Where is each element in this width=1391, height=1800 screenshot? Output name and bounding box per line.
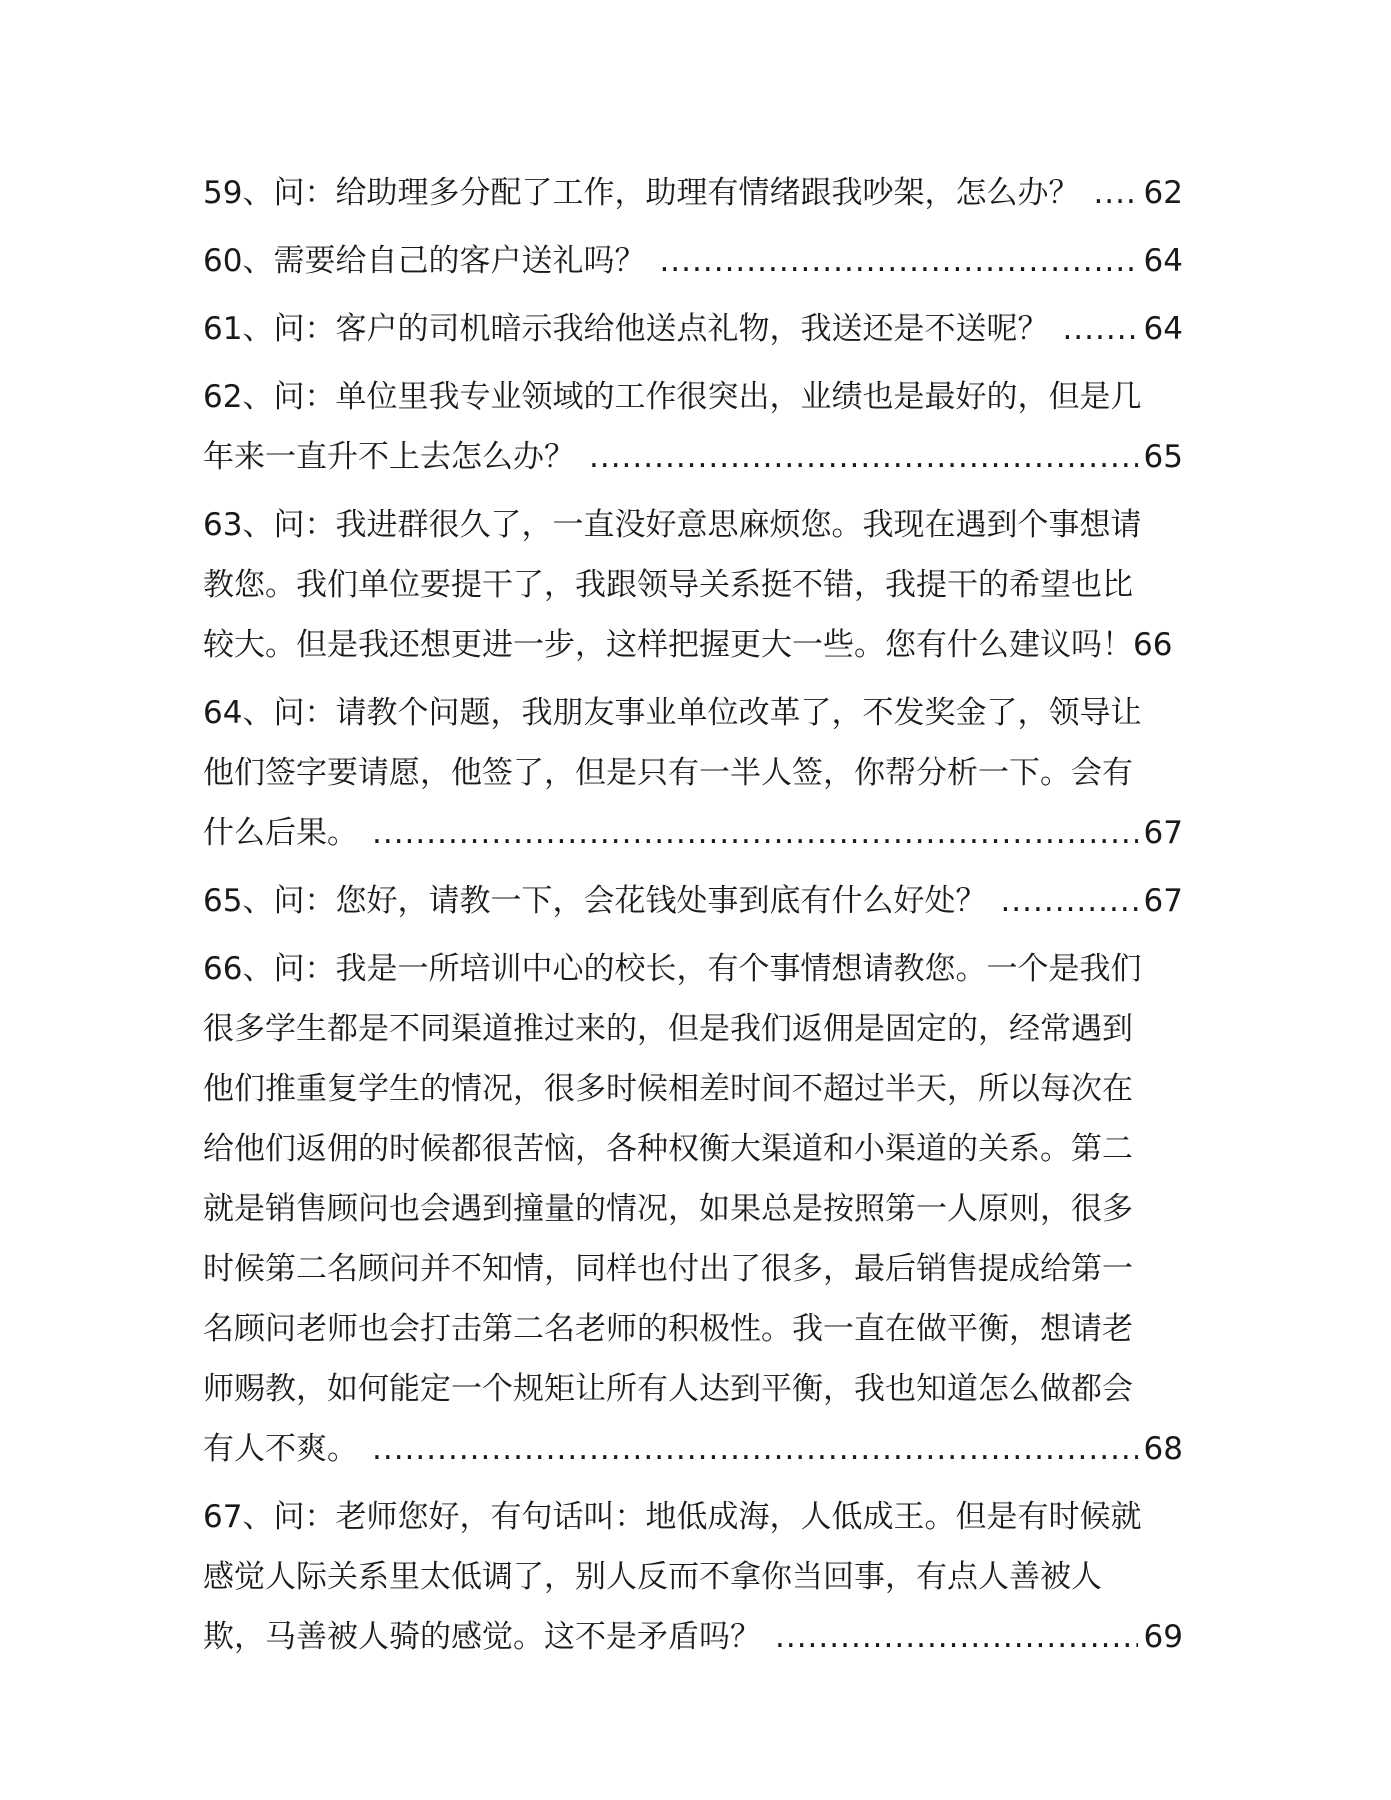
toc-entry-last-line (203, 231, 1183, 291)
toc-leader-dots (372, 1419, 1138, 1479)
toc-entry-line: 他们签字要请愿，他签了，但是只有一半人签，你帮分析一下。会有 (203, 755, 1133, 791)
toc-entry-59[interactable] (203, 163, 1183, 223)
toc-entry-61[interactable] (203, 299, 1183, 359)
toc-entry-last-line (203, 1419, 1183, 1479)
toc-entry-title: 有人不爽。 (203, 1431, 358, 1467)
toc-entry-line: 63、问：我进群很久了，一直没好意思麻烦您。我现在遇到个事想请 (203, 507, 1142, 543)
toc-leader-dots (372, 803, 1138, 863)
toc-entry-line: 很多学生都是不同渠道推过来的，但是我们返佣是固定的，经常遇到 (203, 1011, 1133, 1047)
toc-page-number: 64 (1143, 311, 1183, 347)
toc-entry-63[interactable] (203, 495, 1183, 675)
toc-entry-line: 时候第二名顾问并不知情，同样也付出了很多，最后销售提成给第一 (203, 1251, 1133, 1287)
toc-leader-dots (659, 231, 1137, 291)
toc-entry-last-line (203, 299, 1183, 359)
toc-page-number: 69 (1143, 1619, 1183, 1655)
toc-entry-last-line (203, 1607, 1183, 1667)
toc-leader-dots (1093, 163, 1137, 223)
toc-page-number: 67 (1143, 883, 1183, 919)
toc-entry-line: 感觉人际关系里太低调了，别人反而不拿你当回事，有点人善被人 (203, 1559, 1102, 1595)
toc-entry-last-line (203, 615, 1183, 675)
toc-entry-title: 61、问：客户的司机暗示我给他送点礼物，我送还是不送呢？ (203, 311, 1049, 347)
toc-entry-title: 年来一直升不上去怎么办？ (203, 439, 575, 475)
toc-entry-line: 64、问：请教个问题，我朋友事业单位改革了，不发奖金了，领导让 (203, 695, 1142, 731)
toc-entry-line: 师赐教，如何能定一个规矩让所有人达到平衡，我也知道怎么做都会 (203, 1371, 1133, 1407)
toc-leader-dots (589, 427, 1138, 487)
table-of-contents (203, 163, 1183, 1675)
toc-page-number: 66 (1133, 627, 1173, 663)
toc-entry-title: 什么后果。 (203, 815, 358, 851)
toc-entry-64[interactable] (203, 683, 1183, 863)
toc-page-number: 62 (1143, 175, 1183, 211)
toc-entry-line: 就是销售顾问也会遇到撞量的情况，如果总是按照第一人原则，很多 (203, 1191, 1133, 1227)
toc-leader-dots (1062, 299, 1137, 359)
toc-page-number: 68 (1143, 1431, 1183, 1467)
toc-page-number: 64 (1143, 243, 1183, 279)
toc-entry-66[interactable] (203, 939, 1183, 1479)
toc-leader-dots (775, 1607, 1138, 1667)
toc-entry-last-line (203, 163, 1183, 223)
toc-page-number: 65 (1143, 439, 1183, 475)
toc-entry-60[interactable] (203, 231, 1183, 291)
toc-entry-line: 67、问：老师您好，有句话叫：地低成海，人低成王。但是有时候就 (203, 1499, 1142, 1535)
toc-entry-line: 他们推重复学生的情况，很多时候相差时间不超过半天，所以每次在 (203, 1071, 1133, 1107)
toc-entry-title: 欺，马善被人骑的感觉。这不是矛盾吗？ (203, 1619, 761, 1655)
toc-entry-last-line (203, 427, 1183, 487)
toc-entry-title: 65、问：您好，请教一下，会花钱处事到底有什么好处？ (203, 883, 987, 919)
toc-entry-last-line (203, 803, 1183, 863)
toc-entry-title: 较大。但是我还想更进一步，这样把握更大一些。您有什么建议吗！ (203, 627, 1133, 663)
toc-entry-line: 62、问：单位里我专业领域的工作很突出，业绩也是最好的，但是几 (203, 379, 1142, 415)
toc-entry-title: 60、需要给自己的客户送礼吗？ (203, 243, 646, 279)
toc-entry-line: 教您。我们单位要提干了，我跟领导关系挺不错，我提干的希望也比 (203, 567, 1133, 603)
toc-entry-title: 59、问：给助理多分配了工作，助理有情绪跟我吵架，怎么办？ (203, 175, 1080, 211)
toc-entry-67[interactable] (203, 1487, 1183, 1667)
toc-entry-line: 给他们返佣的时候都很苦恼，各种权衡大渠道和小渠道的关系。第二 (203, 1131, 1133, 1167)
toc-entry-last-line (203, 871, 1183, 931)
toc-entry-line: 名顾问老师也会打击第二名老师的积极性。我一直在做平衡，想请老 (203, 1311, 1133, 1347)
toc-entry-65[interactable] (203, 871, 1183, 931)
toc-leader-dots (1000, 871, 1137, 931)
toc-page-number: 67 (1143, 815, 1183, 851)
toc-entry-line: 66、问：我是一所培训中心的校长，有个事情想请教您。一个是我们 (203, 951, 1142, 987)
toc-entry-62[interactable] (203, 367, 1183, 487)
